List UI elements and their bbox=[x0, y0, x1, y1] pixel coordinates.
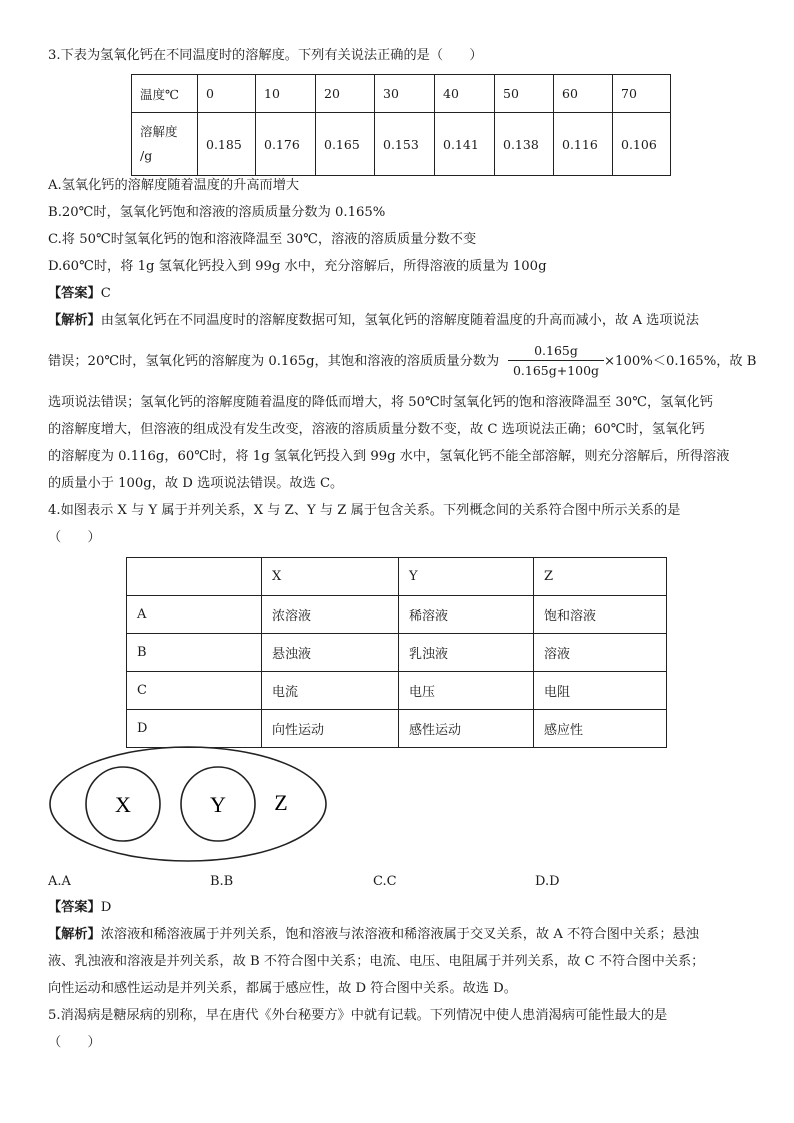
solubility-cell: 0.165 bbox=[316, 113, 375, 176]
table-cell: 浓溶液 bbox=[262, 596, 399, 634]
q3-option-c: C.将 50℃时氢氧化钙的饱和溶液降温至 30℃，溶液的溶质质量分数不变 bbox=[48, 232, 477, 247]
q4-analysis-line bbox=[48, 925, 699, 945]
solubility-cell: 0.116 bbox=[554, 113, 613, 176]
q3-analysis-line bbox=[48, 311, 699, 331]
solubility-unit: /g bbox=[140, 148, 153, 163]
q5-stem-bracket: （ ） bbox=[48, 1035, 101, 1050]
header-cell bbox=[127, 558, 262, 596]
answer-value: C bbox=[100, 286, 111, 301]
label-z: Z bbox=[274, 790, 288, 815]
q4-choice-a: A.A bbox=[48, 874, 71, 889]
temp-cell: 60 bbox=[554, 75, 613, 113]
solubility-label: 溶解度 bbox=[140, 124, 178, 139]
answer-tag: 【答案】 bbox=[48, 900, 101, 915]
table-row bbox=[127, 672, 667, 710]
table-cell: B bbox=[127, 634, 262, 672]
header-cell: Y bbox=[399, 558, 534, 596]
label-x: X bbox=[115, 792, 131, 817]
temp-cell: 20 bbox=[316, 75, 375, 113]
table-cell: 乳浊液 bbox=[399, 634, 534, 672]
q4-analysis-line: 向性运动和感性运动是并列关系，都属于感应性，故 D 符合图中关系。故选 D。 bbox=[48, 981, 517, 996]
q3-analysis-line: 的溶解度为 0.116g，60℃时，将 1g 氢氧化钙投入到 99g 水中，氢氧化钙不能全部溶解，则充分溶解后，所得溶液 bbox=[48, 449, 730, 464]
table-cell: 向性运动 bbox=[262, 710, 399, 748]
concept-table bbox=[126, 557, 667, 748]
analysis-text: 由氢氧化钙在不同温度时的溶解度数据可知，氢氧化钙的溶解度随着温度的升高而减小，故 A 选项说法 bbox=[100, 313, 699, 328]
solubility-header bbox=[132, 113, 198, 176]
q3-option-b: B.20℃时，氢氧化钙饱和溶液的溶质质量分数为 0.165% bbox=[48, 205, 386, 220]
table-cell: 稀溶液 bbox=[399, 596, 534, 634]
q3-analysis-line: 错误；20℃时，氢氧化钙的溶解度为 0.165g，其饱和溶液的溶质质量分数为 bbox=[48, 354, 500, 369]
fraction-denominator: 0.165g+100g bbox=[512, 363, 600, 378]
header-cell: X bbox=[262, 558, 399, 596]
analysis-tag: 【解析】 bbox=[48, 927, 101, 942]
table-cell: 饱和溶液 bbox=[534, 596, 667, 634]
q3-analysis-line: 的溶解度增大，但溶液的组成没有发生改变，溶液的溶质质量分数不变，故 C 选项说法正确；60℃时，氢氧化钙 bbox=[48, 422, 705, 437]
temperature-header: 温度℃ bbox=[132, 75, 198, 113]
temp-cell: 70 bbox=[613, 75, 671, 113]
table-cell: 电阻 bbox=[534, 672, 667, 710]
table-cell: 悬浊液 bbox=[262, 634, 399, 672]
q4-stem-bracket: （ ） bbox=[48, 530, 101, 545]
table-row bbox=[127, 710, 667, 748]
temp-cell: 0 bbox=[198, 75, 256, 113]
q3-option-a: A.氢氧化钙的溶解度随着温度的升高而增大 bbox=[48, 178, 300, 193]
table-cell: 感应性 bbox=[534, 710, 667, 748]
table-cell: C bbox=[127, 672, 262, 710]
q4-stem: 4.如图表示 X 与 Y 属于并列关系，X 与 Z、Y 与 Z 属于包含关系。下列概念间的关系符合图中所示关系的是 bbox=[48, 503, 681, 518]
venn-diagram bbox=[48, 744, 333, 864]
solubility-cell: 0.176 bbox=[256, 113, 316, 176]
table-row bbox=[127, 596, 667, 634]
answer-value: D bbox=[100, 900, 112, 915]
q4-answer bbox=[48, 898, 111, 918]
q4-choice-c: C.C bbox=[373, 874, 397, 889]
solubility-table bbox=[131, 74, 671, 176]
temp-cell: 50 bbox=[495, 75, 554, 113]
table-row bbox=[127, 634, 667, 672]
q3-answer bbox=[48, 284, 111, 304]
mass-fraction-formula bbox=[508, 343, 604, 378]
table-header-row bbox=[127, 558, 667, 596]
table-cell: 电压 bbox=[399, 672, 534, 710]
solubility-cell: 0.106 bbox=[613, 113, 671, 176]
q3-option-d: D.60℃时，将 1g 氢氧化钙投入到 99g 水中，充分溶解后，所得溶液的质量为 100g bbox=[48, 259, 547, 274]
table-cell: 溶液 bbox=[534, 634, 667, 672]
temp-cell: 30 bbox=[375, 75, 435, 113]
answer-tag: 【答案】 bbox=[48, 286, 101, 301]
label-y: Y bbox=[210, 792, 226, 817]
analysis-text: 浓溶液和稀溶液属于并列关系，饱和溶液与浓溶液和稀溶液属于交叉关系，故 A 不符合图中关系；悬浊 bbox=[100, 927, 699, 942]
solubility-cell: 0.141 bbox=[435, 113, 495, 176]
table-cell: 感性运动 bbox=[399, 710, 534, 748]
fraction-numerator: 0.165g bbox=[508, 343, 604, 361]
solubility-cell: 0.138 bbox=[495, 113, 554, 176]
header-cell: Z bbox=[534, 558, 667, 596]
analysis-tag: 【解析】 bbox=[48, 313, 101, 328]
table-cell: A bbox=[127, 596, 262, 634]
table-cell: 电流 bbox=[262, 672, 399, 710]
q4-choice-b: B.B bbox=[210, 874, 234, 889]
solubility-cell: 0.153 bbox=[375, 113, 435, 176]
q3-analysis-line: 的质量小于 100g，故 D 选项说法错误。故选 C。 bbox=[48, 476, 344, 491]
q3-analysis-line: 选项说法错误；氢氧化钙的溶解度随着温度的降低而增大，将 50℃时氢氧化钙的饱和溶液降温至 30℃，氢氧化钙 bbox=[48, 395, 713, 410]
q4-choice-d: D.D bbox=[535, 874, 560, 889]
temp-cell: 10 bbox=[256, 75, 316, 113]
temperature-row bbox=[132, 75, 671, 113]
temp-cell: 40 bbox=[435, 75, 495, 113]
table-cell: D bbox=[127, 710, 262, 748]
solubility-cell: 0.185 bbox=[198, 113, 256, 176]
q5-stem: 5.消渴病是糖尿病的别称，早在唐代《外台秘要方》中就有记载。下列情况中使人患消渴病可能性最大的是 bbox=[48, 1008, 668, 1023]
solubility-row bbox=[132, 113, 671, 176]
q3-stem: 3.下表为氢氧化钙在不同温度时的溶解度。下列有关说法正确的是（ ） bbox=[48, 48, 483, 63]
q3-analysis-line: ×100%＜0.165%，故 B bbox=[604, 354, 757, 369]
q4-analysis-line: 液、乳浊液和溶液是并列关系，故 B 不符合图中关系；电流、电压、电阻属于并列关系，故 C 不符合图中关系； bbox=[48, 954, 705, 969]
